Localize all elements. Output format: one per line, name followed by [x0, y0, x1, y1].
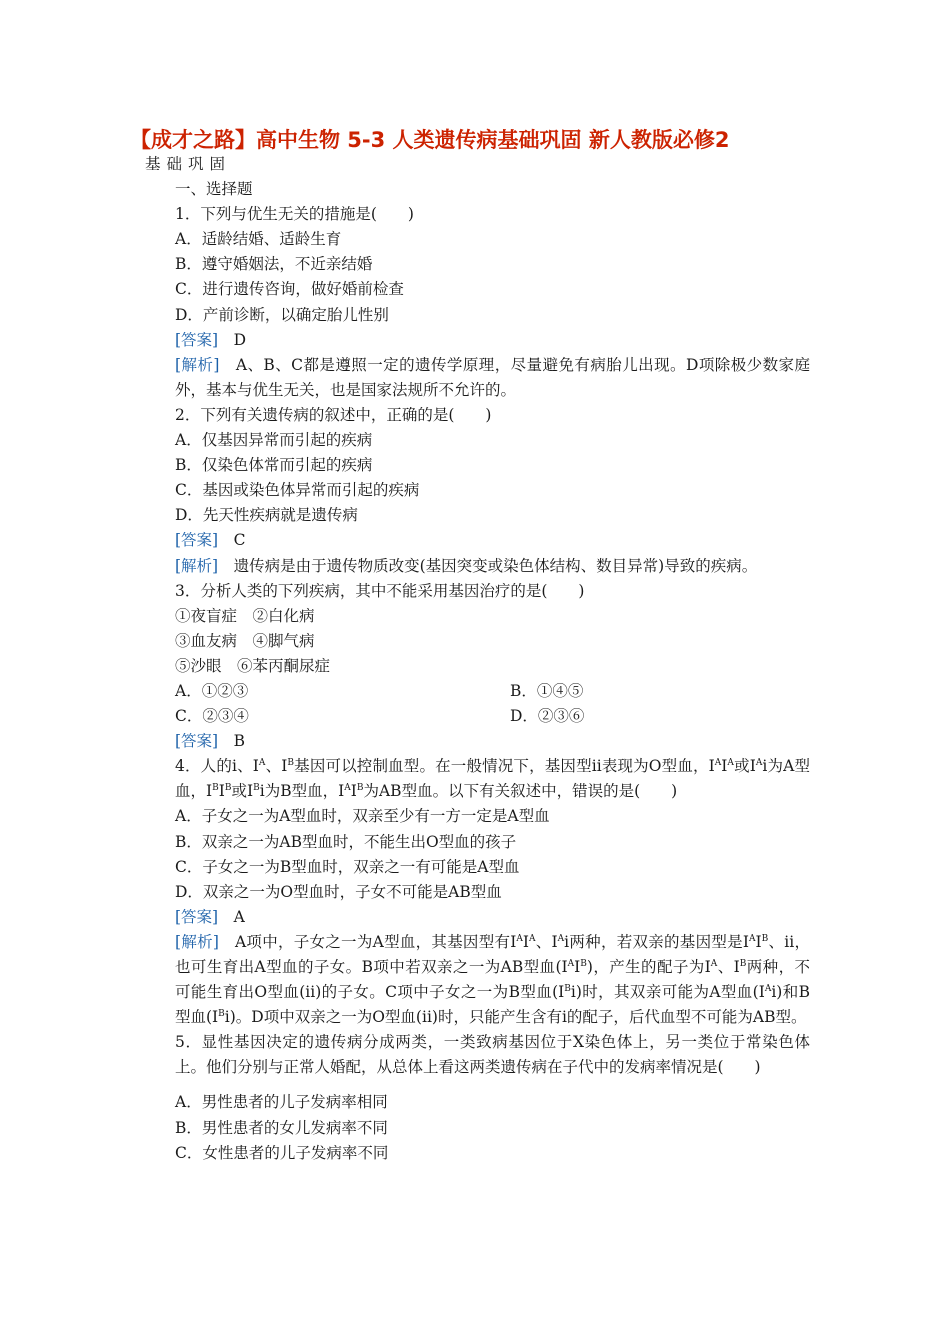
analysis-tag: [解析] — [175, 556, 219, 575]
q2-option-b: B．仅染色体常而引起的疾病 — [175, 456, 373, 475]
answer-tag: [答案] — [175, 531, 219, 550]
q3-option-b: B．①④⑤ — [510, 681, 584, 700]
q2-option-a: A．仅基因异常而引起的疾病 — [175, 431, 373, 450]
q1-analysis — [145, 353, 810, 403]
q4-option-d: D．双亲之一为O型血时，子女不可能是AB型血 — [175, 882, 502, 901]
q3-item-line: ①夜盲症 ②白化病 — [175, 606, 315, 625]
answer-tag: [答案] — [175, 330, 219, 349]
q2-option-c: C．基因或染色体异常而引起的疾病 — [175, 481, 420, 500]
q2-option-d: D．先天性疾病就是遗传病 — [175, 506, 358, 525]
analysis-tag: [解析] — [175, 932, 219, 951]
q1-option-b: B．遵守婚姻法，不近亲结婚 — [175, 255, 373, 274]
q4-option-c: C．子女之一为B型血时，双亲之一有可能是A型血 — [175, 857, 520, 876]
q3-answer — [145, 729, 810, 754]
q3-option-a: A．①②③ — [175, 681, 249, 700]
answer-tag: [答案] — [175, 732, 219, 751]
q4-option-a: A．子女之一为A型血时，双亲至少有一方一定是A型血 — [175, 807, 550, 826]
q1-option-c: C．进行遗传咨询，做好婚前检查 — [175, 280, 404, 299]
q1-answer — [145, 328, 810, 353]
q1-stem: 1．下列与优生无关的措施是( ) — [175, 205, 414, 224]
q3-item-line: ③血友病 ④脚气病 — [175, 631, 315, 650]
q3-option-c: C．②③④ — [175, 707, 249, 726]
q3-answer-value: B — [233, 732, 246, 751]
page-title: 【成才之路】高中生物 5-3 人类遗传病基础巩固 新人教版必修2 — [130, 128, 730, 152]
q5-option-a: A．男性患者的儿子发病率相同 — [175, 1093, 388, 1112]
q1-analysis-text: A、B、C都是遵照一定的遗传学原理，尽量避免有病胎儿出现。D项除极少数家庭外，基本与优生无关，也是国家法规所不允许的。 — [175, 355, 810, 399]
q3-options-row — [145, 704, 810, 729]
q4-answer-value: A — [233, 907, 245, 926]
q4-stem: 4．人的i、$I^A$、$I^B$基因可以控制血型。在一般情况下，基因型ii表现为O型血，$I^AI^A$或$I^Ai$为A型血，$I^BI^B$或$I^Bi$为B型血，$I^AI^B$为AB型血。以下有关叙述中，错误的是( ) — [175, 757, 811, 801]
q5-option-c: C．女性患者的儿子发病率不同 — [175, 1143, 389, 1162]
q2-analysis — [145, 554, 810, 579]
q2-answer-value: C — [233, 531, 246, 550]
answer-tag: [答案] — [175, 907, 219, 926]
document-body — [145, 152, 810, 1166]
q1-answer-value: D — [233, 330, 247, 349]
q3-option-d: D．②③⑥ — [510, 707, 585, 726]
q5-option-b: B．男性患者的女儿发病率不同 — [175, 1118, 388, 1137]
spacer — [145, 1080, 810, 1090]
q4-analysis: [解析] A项中，子女之一为A型血，其基因型有$I^AI^A$、$I^Ai$两种，若双亲的基因型是$I^AI^B$、ii，也可生育出A型血的子女。B项中若双亲之一为AB型血$(I^AI^B)$，产生的配子为$I^A$、$I^B$两种，不可能生育出O型血(ii)的子女。C项中子女之一为B型血$(I^Bi)$时，其双亲可能为A型血$(I^Ai)$和B型血$(I^Bi)$。D项中双亲之一为O型血(ii)时，只能产生含有i的配子，后代血型不可能为AB型。 — [175, 932, 810, 1027]
q3-stem: 3．分析人类的下列疾病，其中不能采用基因治疗的是( ) — [175, 581, 585, 600]
q2-analysis-text: 遗传病是由于遗传物质改变(基因突变或染色体结构、数目异常)导致的疾病。 — [233, 556, 758, 575]
q3-item-line: ⑤沙眼 ⑥苯丙酮尿症 — [175, 656, 331, 675]
section-heading: 基础巩固 — [145, 155, 232, 173]
q2-stem: 2．下列有关遗传病的叙述中，正确的是( ) — [175, 405, 492, 424]
subsection-heading: 一、选择题 — [175, 180, 253, 199]
q1-option-d: D．产前诊断，以确定胎儿性别 — [175, 305, 389, 324]
q4-option-b: B．双亲之一为AB型血时，不能生出O型血的孩子 — [175, 832, 517, 851]
q5-stem: 5．显性基因决定的遗传病分成两类，一类致病基因位于X染色体上，另一类位于常染色体上。他们分别与正常人婚配，从总体上看这两类遗传病在子代中的发病率情况是( ) — [175, 1033, 810, 1077]
q1-option-a: A．适龄结婚、适龄生育 — [175, 230, 342, 249]
q3-options-row — [145, 679, 810, 704]
q4-answer — [145, 905, 810, 930]
analysis-tag: [解析] — [175, 355, 220, 374]
q2-answer — [145, 528, 810, 553]
